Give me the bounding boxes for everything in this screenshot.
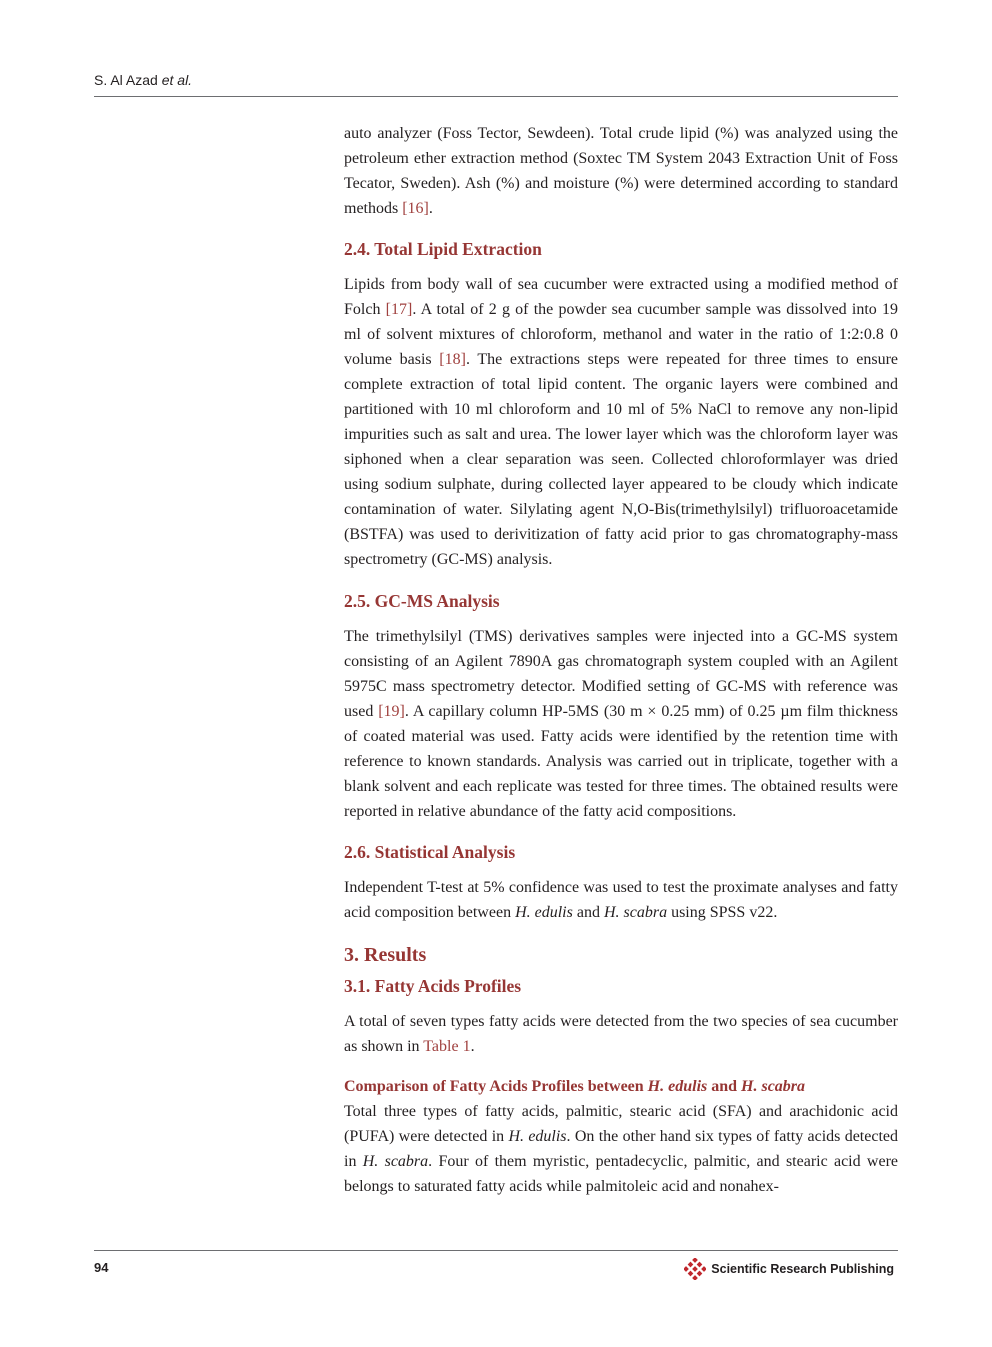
publisher-logo bbox=[684, 1258, 894, 1280]
text: . On the other hand six types of fatty acids detected in bbox=[344, 1128, 899, 1170]
text: Total three types of fatty acids, palmitic, stearic acid (SFA) and arachidonic acid (PUFA) were detected in bbox=[344, 1103, 898, 1145]
species-name: H. scabra bbox=[362, 1153, 429, 1170]
text: . A capillary column HP-5MS (30 m × 0.25 mm) of 0.25 µm film thickness of coated material was used. Fatty acids were identified by the retention time with reference to known standards. Analysis was carried out in triplicate, together with a blank solvent and each replicate was tested for three times. The obtained results were reported in relative abundance of the fatty acid compositions. bbox=[344, 703, 899, 820]
species-name: H. edulis bbox=[508, 1128, 567, 1145]
species-name: H. edulis bbox=[647, 1078, 708, 1095]
species-name: H. scabra bbox=[603, 904, 668, 921]
text: using SPSS v22. bbox=[667, 904, 778, 921]
main-column bbox=[344, 121, 898, 1199]
author-name: S. Al Azad bbox=[94, 72, 158, 88]
page-number: 94 bbox=[94, 1260, 109, 1275]
section-heading-3-1: 3.1. Fatty Acids Profiles bbox=[344, 976, 522, 996]
text: A total of seven types fatty acids were detected from the two species of sea cucumber as shown in bbox=[344, 1013, 898, 1055]
et-al: et al. bbox=[161, 72, 193, 88]
text: . Four of them myristic, pentadecyclic, palmitic, and stearic acid were belongs to saturated fatty acids while palmitoleic acid and nonahex- bbox=[344, 1153, 899, 1195]
section-2-4-paragraph bbox=[344, 272, 898, 572]
text: Comparison of Fatty Acids Profiles between bbox=[344, 1078, 648, 1095]
section-3-1-paragraph bbox=[344, 1009, 898, 1059]
comparison-paragraph bbox=[344, 1099, 898, 1199]
citation-link[interactable]: [19] bbox=[378, 703, 405, 720]
citation-link[interactable]: [17] bbox=[385, 301, 413, 318]
intro-paragraph bbox=[344, 121, 898, 221]
section-2-5-paragraph bbox=[344, 624, 898, 824]
running-head bbox=[94, 72, 192, 88]
section-heading-2-6: 2.6. Statistical Analysis bbox=[344, 842, 516, 862]
text: and bbox=[572, 904, 604, 921]
publisher-logo-icon bbox=[684, 1258, 706, 1280]
section-heading-3: 3. Results bbox=[344, 944, 427, 966]
text: . bbox=[428, 200, 433, 217]
text: Independent T-test at 5% confidence was used to test the proximate analyses and fatty acid composition between bbox=[344, 879, 898, 921]
table-link[interactable]: Table 1 bbox=[423, 1038, 471, 1055]
header-rule bbox=[94, 96, 898, 97]
species-name: H. scabra bbox=[741, 1078, 806, 1095]
text: Lipids from body wall of sea cucumber were extracted using a modified method of Folch bbox=[344, 276, 898, 318]
publisher-name: Scientific Research Publishing bbox=[711, 1262, 894, 1276]
text: . bbox=[470, 1038, 475, 1055]
comparison-heading bbox=[344, 1074, 898, 1099]
citation-link[interactable]: [18] bbox=[439, 351, 466, 368]
section-heading-2-4: 2.4. Total Lipid Extraction bbox=[344, 239, 542, 259]
text: and bbox=[707, 1078, 742, 1095]
citation-link[interactable]: [16] bbox=[402, 200, 429, 217]
footer-rule bbox=[94, 1250, 898, 1251]
text: auto analyzer (Foss Tector, Sewdeen). Total crude lipid (%) was analyzed using the petroleum ether extraction method (Soxtec TM System 2043 Extraction Unit of Foss Tecator, Sweden). Ash (%) and moisture (%) were determined according to standard methods bbox=[344, 125, 898, 217]
text: . The extractions steps were repeated for three times to ensure complete extraction of total lipid content. The organic layers were combined and partitioned with 10 ml chloroform and 10 ml of 5% NaCl to remove any non-lipid impurities such as salt and urea. The lower layer which was the chloroform layer was siphoned when a clear separation was seen. Collected chloroformlayer was dried using sodium sulphate, during collected layer appeared to be cloudy which indicate contamination of water. Silylating agent N,O-Bis(trimethylsilyl) trifluoroacetamide (BSTFA) was used to derivitization of fatty acid prior to gas chromatography-mass spectrometry (GC-MS) analysis. bbox=[344, 351, 898, 568]
text: . A total of 2 g of the powder sea cucumber sample was dissolved into 19 ml of solvent mixtures of chloroform, methanol and water in the ratio of 1:2:0.8 0 volume basis bbox=[344, 301, 898, 368]
section-2-6-paragraph bbox=[344, 875, 898, 925]
section-heading-2-5: 2.5. GC-MS Analysis bbox=[344, 591, 500, 611]
species-name: H. edulis bbox=[515, 904, 573, 921]
text: The trimethylsilyl (TMS) derivatives samples were injected into a GC-MS system consisting of an Agilent 7890A gas chromatograph system coupled with an Agilent 5975C mass spectrometry detector. Modified setting of GC-MS with reference was used bbox=[344, 628, 898, 720]
